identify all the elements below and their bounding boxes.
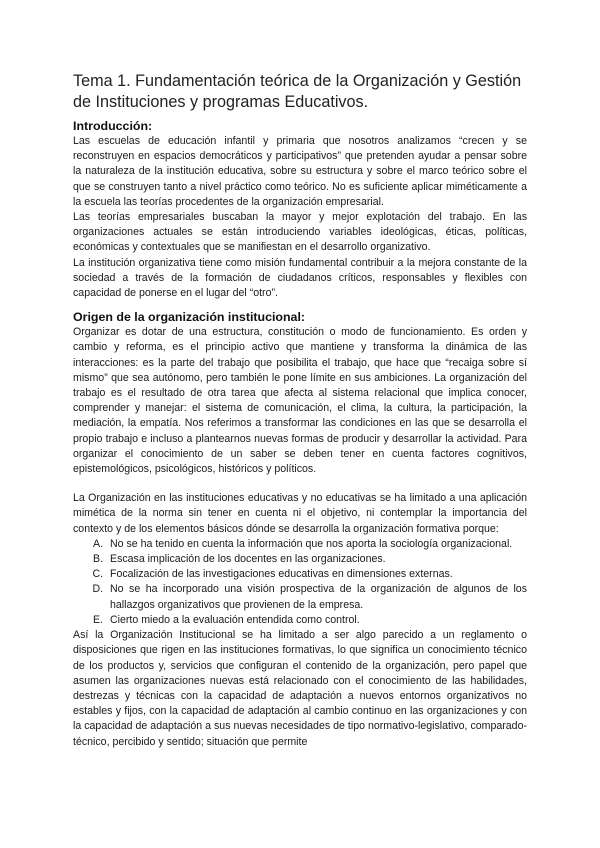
- section-spacer: [73, 301, 527, 310]
- intro-paragraph: La institución organizativa tiene como misión fundamental contribuir a la mejora constante de la sociedad a través de la formación de ciudadanos críticos, responsables y flexibles con capacidad de ponerse en el lugar del “otro”.: [73, 256, 527, 300]
- paragraph-spacer: [73, 477, 527, 491]
- list-item: B. Escasa implicación de los docentes en las organizaciones.: [106, 552, 527, 567]
- origin-paragraph: La Organización en las instituciones educativas y no educativas se ha limitado a una aplicación mimética de la norma sin tener en cuenta ni el objetivo, ni contemplar la importancia del contexto y de los elementos básicos dónde se desarrolla la organización formativa porque:: [73, 492, 527, 535]
- list-item: D. No se ha incorporado una visión prospectiva de la organización de algunos de los hallazgos organizativos que provienen de la empresa.: [106, 582, 527, 612]
- list-item: C. Focalización de las investigaciones educativas en dimensiones externas.: [106, 567, 527, 582]
- intro-paragraph: Las teorías empresariales buscaban la mayor y mejor explotación del trabajo. En las organizaciones actuales se están introduciendo variables ideológicas, éticas, políticas, económicas y contextuales que se manifiestan en el desarrollo organizativo.: [73, 211, 527, 254]
- intro-paragraph: Las escuelas de educación infantil y primaria que nosotros analizamos “crecen y se reconstruyen en espacios democráticos y participativos” que pretenden ayudar a pensar sobre la naturaleza de la institución educativa, sobre su estructura y sobre el marco teórico sobre el que se construyen tanto a nivel práctico como teórico. No es suficiente aplicar miméticamente a la escuela las teorías procedentes de la organización empresarial.: [73, 135, 527, 208]
- intro-heading: Introducción:: [73, 119, 153, 133]
- document-title: Tema 1. Fundamentación teórica de la Organización y Gestión de Instituciones y programas Educativos.: [73, 72, 522, 111]
- origin-paragraph: Así la Organización Institucional se ha limitado a ser algo parecido a un reglamento o disposiciones que rigen en las instituciones formativas, lo que significa un conocimiento técnico de los productos y, servicios que configuran el contenido de la organización, pero papel que asumen las organizaciones nuevas está relacionado con el conocimiento de las habilidades, destrezas y técnicas con la capacidad de adaptación a nuevos entornos organizativos no estables y fijos, con la capacidad de adaptación al cambio continuo en las organizaciones y con la capacidad de adaptación a sus nuevas necesidades de tipo normativo-legislativo, comparado-técnico, percibido y sentido; situación que permite: [73, 629, 527, 748]
- list-item: E. Cierto miedo a la evaluación entendida como control.: [106, 613, 527, 628]
- reasons-list: [73, 537, 527, 628]
- origin-heading: Origen de la organización institucional:: [73, 310, 306, 325]
- origin-paragraph: Organizar es dotar de una estructura, constitución o modo de funcionamiento. Es orden y cambio y reforma, es el principio activo que mantiene y transforma la dinámica de las interacciones: es la parte del trabajo que posibilita el trabajo, que hace que “recaiga sobre sí mismo” que sea autónomo, pero también le pone límite en sus ambiciones. La organización del trabajo es el resultado de otra tarea que afecta al sistema relacional que implica conocer, comprender y manejar: el sistema de comunicación, el clima, la cultura, la participación, la mediación, la empatía. Nos referimos a transformar las condiciones en las que se desarrolla el propio trabajo e incluso a plantearnos nuevas formas de producir y desarrollar la actividad. Para organizar el conocimiento de un saber se deben tener en cuenta factores cognitivos, epistemológicos, psicológicos, históricos y políticos.: [73, 326, 527, 476]
- document-content: [73, 71, 527, 750]
- list-item: A. No se ha tenido en cuenta la información que nos aporta la sociología organizacional.: [106, 537, 527, 552]
